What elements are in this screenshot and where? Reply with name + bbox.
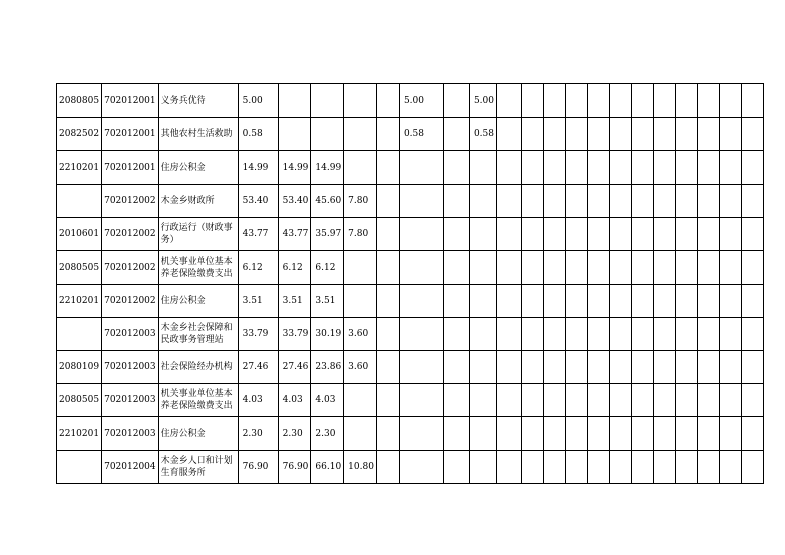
table-cell-empty (719, 351, 741, 384)
table-cell-empty (741, 151, 763, 185)
table-cell-c7 (443, 151, 469, 185)
table-cell-empty (697, 318, 719, 351)
table-cell-empty (565, 251, 587, 285)
table-cell-c6 (399, 185, 443, 218)
table-cell-subject: 2080805 (57, 84, 102, 118)
table-cell-empty (697, 84, 719, 118)
table-cell-empty (631, 84, 653, 118)
table-cell-c2: 14.99 (278, 151, 311, 185)
table-cell-c1: 4.03 (238, 384, 278, 417)
table-cell-c5 (376, 417, 399, 451)
table-cell-empty (719, 251, 741, 285)
table-cell-empty (697, 451, 719, 484)
table-cell-empty (543, 285, 565, 318)
table-cell-empty (653, 84, 675, 118)
table-row (57, 351, 764, 384)
table-cell-empty (543, 251, 565, 285)
table-cell-name: 机关事业单位基本养老保险缴费支出 (158, 251, 238, 285)
table-cell-empty (609, 417, 631, 451)
table-cell-c3: 30.19 (311, 318, 344, 351)
table-cell-empty (543, 218, 565, 251)
table-cell-name: 住房公积金 (158, 151, 238, 185)
table-cell-empty (521, 384, 543, 417)
table-cell-empty (653, 285, 675, 318)
table-cell-c1: 5.00 (238, 84, 278, 118)
table-cell-empty (521, 318, 543, 351)
table-cell-empty (675, 285, 697, 318)
table-cell-c5 (376, 451, 399, 484)
table-cell-c4 (344, 118, 377, 151)
table-cell-unit: 702012002 (102, 218, 159, 251)
table-cell-name: 住房公积金 (158, 285, 238, 318)
table-cell-empty (609, 84, 631, 118)
table-cell-empty (543, 151, 565, 185)
table-cell-unit: 702012002 (102, 285, 159, 318)
table-cell-empty (741, 285, 763, 318)
table-cell-subject: 2010601 (57, 218, 102, 251)
table-cell-empty (496, 251, 521, 285)
table-cell-c1: 14.99 (238, 151, 278, 185)
table-cell-c6 (399, 417, 443, 451)
table-cell-c3 (311, 118, 344, 151)
table-cell-c7 (443, 285, 469, 318)
table-row (57, 384, 764, 417)
table-cell-empty (609, 151, 631, 185)
table-cell-c7 (443, 351, 469, 384)
table-cell-c1: 53.40 (238, 185, 278, 218)
table-cell-empty (565, 151, 587, 185)
table-cell-name: 机关事业单位基本养老保险缴费支出 (158, 384, 238, 417)
table-cell-empty (719, 318, 741, 351)
table-cell-empty (587, 218, 609, 251)
table-cell-empty (719, 417, 741, 451)
table-cell-unit: 702012003 (102, 318, 159, 351)
table-cell-c4 (344, 251, 377, 285)
table-cell-c1: 3.51 (238, 285, 278, 318)
table-cell-empty (543, 417, 565, 451)
table-cell-empty (496, 118, 521, 151)
table-cell-subject (57, 451, 102, 484)
table-cell-c8 (469, 318, 496, 351)
table-cell-empty (587, 151, 609, 185)
table-cell-empty (631, 384, 653, 417)
table-cell-empty (609, 451, 631, 484)
table-cell-empty (521, 185, 543, 218)
table-cell-empty (565, 118, 587, 151)
table-cell-empty (496, 151, 521, 185)
table-cell-empty (543, 451, 565, 484)
table-cell-unit: 702012002 (102, 251, 159, 285)
table-cell-c4: 7.80 (344, 218, 377, 251)
table-cell-empty (719, 384, 741, 417)
table-cell-empty (496, 417, 521, 451)
table-cell-empty (521, 218, 543, 251)
table-row (57, 218, 764, 251)
table-cell-c7 (443, 318, 469, 351)
table-cell-empty (565, 318, 587, 351)
table-body (57, 84, 764, 484)
table-cell-c4: 7.80 (344, 185, 377, 218)
table-cell-empty (653, 318, 675, 351)
table-cell-c6 (399, 151, 443, 185)
table-cell-c2 (278, 84, 311, 118)
table-cell-c5 (376, 84, 399, 118)
table-cell-empty (565, 285, 587, 318)
table-cell-empty (543, 384, 565, 417)
table-cell-c4 (344, 84, 377, 118)
table-row (57, 84, 764, 118)
table-cell-c4 (344, 285, 377, 318)
table-cell-empty (587, 185, 609, 218)
table-cell-empty (521, 118, 543, 151)
table-cell-c8 (469, 151, 496, 185)
table-cell-name: 其他农村生活救助 (158, 118, 238, 151)
table-cell-c3: 2.30 (311, 417, 344, 451)
table-cell-c2: 33.79 (278, 318, 311, 351)
table-cell-empty (496, 285, 521, 318)
table-cell-empty (521, 351, 543, 384)
table-cell-subject: 2210201 (57, 417, 102, 451)
table-cell-c5 (376, 384, 399, 417)
table-cell-empty (719, 285, 741, 318)
table-cell-c6: 0.58 (399, 118, 443, 151)
table-row (57, 318, 764, 351)
table-cell-empty (719, 84, 741, 118)
table-cell-empty (496, 84, 521, 118)
table-cell-c6 (399, 351, 443, 384)
table-cell-c7 (443, 118, 469, 151)
table-cell-empty (543, 84, 565, 118)
table-cell-c7 (443, 417, 469, 451)
table-cell-empty (609, 185, 631, 218)
table-cell-c5 (376, 318, 399, 351)
table-cell-c3: 23.86 (311, 351, 344, 384)
table-cell-empty (741, 451, 763, 484)
table-cell-c1: 0.58 (238, 118, 278, 151)
table-cell-c3: 14.99 (311, 151, 344, 185)
table-cell-empty (653, 118, 675, 151)
table-cell-empty (697, 185, 719, 218)
table-cell-empty (565, 384, 587, 417)
table-cell-empty (719, 185, 741, 218)
table-cell-empty (565, 417, 587, 451)
table-cell-empty (741, 384, 763, 417)
table-cell-subject (57, 185, 102, 218)
table-cell-name: 住房公积金 (158, 417, 238, 451)
table-cell-empty (697, 285, 719, 318)
table-cell-c1: 6.12 (238, 251, 278, 285)
table-cell-empty (587, 251, 609, 285)
table-cell-c2: 43.77 (278, 218, 311, 251)
table-cell-empty (521, 417, 543, 451)
table-cell-empty (496, 185, 521, 218)
table-cell-empty (719, 218, 741, 251)
table-cell-empty (719, 151, 741, 185)
table-cell-empty (609, 218, 631, 251)
table-cell-empty (741, 84, 763, 118)
table-cell-empty (697, 151, 719, 185)
table-cell-c5 (376, 218, 399, 251)
table-cell-c3: 66.10 (311, 451, 344, 484)
table-cell-empty (631, 118, 653, 151)
table-cell-unit: 702012003 (102, 384, 159, 417)
table-cell-empty (496, 451, 521, 484)
table-cell-empty (741, 318, 763, 351)
table-cell-c7 (443, 251, 469, 285)
table-cell-c3: 3.51 (311, 285, 344, 318)
table-cell-empty (587, 417, 609, 451)
table-cell-empty (741, 417, 763, 451)
table-cell-empty (675, 251, 697, 285)
table-cell-empty (631, 351, 653, 384)
table-cell-c1: 43.77 (238, 218, 278, 251)
table-cell-c7 (443, 185, 469, 218)
table-cell-c2: 4.03 (278, 384, 311, 417)
table-cell-name: 行政运行（财政事务） (158, 218, 238, 251)
table-cell-empty (565, 218, 587, 251)
table-cell-empty (631, 285, 653, 318)
table-cell-empty (675, 151, 697, 185)
table-cell-c2 (278, 118, 311, 151)
table-cell-unit: 702012001 (102, 151, 159, 185)
table-cell-empty (587, 451, 609, 484)
table-row (57, 417, 764, 451)
table-cell-c5 (376, 351, 399, 384)
table-cell-empty (631, 151, 653, 185)
table-cell-empty (587, 84, 609, 118)
table-cell-c3: 4.03 (311, 384, 344, 417)
table-cell-empty (697, 118, 719, 151)
table-cell-unit: 702012003 (102, 351, 159, 384)
table-cell-empty (609, 285, 631, 318)
table-cell-empty (631, 251, 653, 285)
table-cell-c3: 35.97 (311, 218, 344, 251)
table-cell-empty (543, 351, 565, 384)
budget-table (56, 83, 764, 484)
table-cell-c4 (344, 417, 377, 451)
table-cell-empty (697, 251, 719, 285)
table-cell-empty (653, 384, 675, 417)
table-cell-empty (565, 185, 587, 218)
table-cell-c8 (469, 417, 496, 451)
table-cell-empty (587, 285, 609, 318)
table-cell-c5 (376, 185, 399, 218)
table-cell-empty (543, 118, 565, 151)
table-cell-empty (697, 384, 719, 417)
table-cell-empty (543, 185, 565, 218)
table-cell-c6 (399, 451, 443, 484)
table-cell-name: 木金乡人口和计划生育服务所 (158, 451, 238, 484)
table-cell-c5 (376, 251, 399, 285)
table-cell-empty (653, 417, 675, 451)
table-cell-empty (631, 451, 653, 484)
table-cell-empty (521, 84, 543, 118)
table-cell-c6 (399, 218, 443, 251)
table-cell-c8 (469, 218, 496, 251)
table-cell-c3: 45.60 (311, 185, 344, 218)
table-cell-empty (496, 318, 521, 351)
table-cell-empty (719, 451, 741, 484)
table-cell-unit: 702012003 (102, 417, 159, 451)
table-cell-empty (543, 318, 565, 351)
table-cell-subject: 2080505 (57, 251, 102, 285)
table-cell-unit: 702012004 (102, 451, 159, 484)
table-cell-c4: 3.60 (344, 351, 377, 384)
table-cell-empty (741, 185, 763, 218)
table-cell-unit: 702012001 (102, 118, 159, 151)
table-cell-c2: 76.90 (278, 451, 311, 484)
table-cell-name: 义务兵优待 (158, 84, 238, 118)
table-cell-c3 (311, 84, 344, 118)
table-cell-c1: 76.90 (238, 451, 278, 484)
table-cell-c2: 2.30 (278, 417, 311, 451)
table-cell-c5 (376, 118, 399, 151)
table-cell-empty (631, 417, 653, 451)
table-cell-empty (741, 251, 763, 285)
table-cell-subject: 2080109 (57, 351, 102, 384)
table-cell-empty (521, 285, 543, 318)
table-cell-unit: 702012002 (102, 185, 159, 218)
table-cell-c1: 2.30 (238, 417, 278, 451)
table-cell-name: 社会保险经办机构 (158, 351, 238, 384)
table-cell-c3: 6.12 (311, 251, 344, 285)
table-cell-empty (609, 384, 631, 417)
table-cell-empty (741, 351, 763, 384)
table-cell-empty (587, 118, 609, 151)
table-cell-c8 (469, 384, 496, 417)
table-cell-c8 (469, 251, 496, 285)
table-cell-empty (653, 251, 675, 285)
table-cell-subject: 2080505 (57, 384, 102, 417)
table-row (57, 151, 764, 185)
table-cell-empty (631, 185, 653, 218)
table-cell-c8 (469, 451, 496, 484)
table-cell-empty (496, 218, 521, 251)
table-cell-empty (719, 118, 741, 151)
table-cell-c5 (376, 151, 399, 185)
table-cell-empty (675, 84, 697, 118)
table-cell-empty (565, 351, 587, 384)
table-cell-c5 (376, 285, 399, 318)
table-cell-c8: 0.58 (469, 118, 496, 151)
table-cell-empty (565, 451, 587, 484)
table-cell-empty (587, 384, 609, 417)
table-cell-c2: 6.12 (278, 251, 311, 285)
table-cell-c4 (344, 384, 377, 417)
table-cell-empty (653, 185, 675, 218)
table-cell-empty (587, 351, 609, 384)
table-cell-subject: 2210201 (57, 151, 102, 185)
table-cell-empty (675, 351, 697, 384)
table-cell-c6 (399, 251, 443, 285)
table-cell-name: 木金乡社会保障和民政事务管理站 (158, 318, 238, 351)
table-row (57, 185, 764, 218)
table-cell-subject: 2210201 (57, 285, 102, 318)
table-cell-c2: 53.40 (278, 185, 311, 218)
table-cell-empty (521, 151, 543, 185)
table-cell-c4: 10.80 (344, 451, 377, 484)
table-cell-c2: 27.46 (278, 351, 311, 384)
table-cell-empty (697, 351, 719, 384)
table-cell-empty (653, 451, 675, 484)
table-cell-empty (609, 351, 631, 384)
table-cell-empty (697, 417, 719, 451)
table-cell-c7 (443, 451, 469, 484)
table-row (57, 251, 764, 285)
table-cell-empty (675, 218, 697, 251)
table-cell-empty (653, 151, 675, 185)
table-cell-empty (675, 384, 697, 417)
table-cell-c6 (399, 285, 443, 318)
table-cell-c7 (443, 218, 469, 251)
table-cell-c4 (344, 151, 377, 185)
table-cell-empty (631, 218, 653, 251)
table-cell-c6: 5.00 (399, 84, 443, 118)
table-cell-empty (587, 318, 609, 351)
table-cell-c8 (469, 351, 496, 384)
table-cell-c4: 3.60 (344, 318, 377, 351)
table-cell-empty (741, 218, 763, 251)
table-cell-empty (521, 451, 543, 484)
table-cell-empty (675, 185, 697, 218)
table-row (57, 285, 764, 318)
table-cell-empty (653, 351, 675, 384)
table-cell-c6 (399, 384, 443, 417)
table-cell-c8: 5.00 (469, 84, 496, 118)
table-cell-c7 (443, 84, 469, 118)
table-cell-empty (697, 218, 719, 251)
table-cell-subject (57, 318, 102, 351)
table-row (57, 451, 764, 484)
table-cell-empty (741, 118, 763, 151)
table-cell-c2: 3.51 (278, 285, 311, 318)
table-cell-empty (675, 318, 697, 351)
table-cell-c7 (443, 384, 469, 417)
table-cell-subject: 2082502 (57, 118, 102, 151)
table-cell-empty (496, 351, 521, 384)
table-cell-empty (609, 118, 631, 151)
table-cell-c1: 27.46 (238, 351, 278, 384)
table-cell-unit: 702012001 (102, 84, 159, 118)
table-cell-empty (653, 218, 675, 251)
table-row (57, 118, 764, 151)
table-cell-empty (496, 384, 521, 417)
table-cell-empty (675, 451, 697, 484)
table-cell-c8 (469, 185, 496, 218)
table-cell-empty (631, 318, 653, 351)
table-cell-empty (675, 417, 697, 451)
table-cell-empty (521, 251, 543, 285)
table-cell-empty (609, 251, 631, 285)
table-cell-empty (609, 318, 631, 351)
table-cell-empty (675, 118, 697, 151)
table-cell-c1: 33.79 (238, 318, 278, 351)
table-cell-c6 (399, 318, 443, 351)
table-cell-c8 (469, 285, 496, 318)
table-cell-name: 木金乡财政所 (158, 185, 238, 218)
table-cell-empty (565, 84, 587, 118)
